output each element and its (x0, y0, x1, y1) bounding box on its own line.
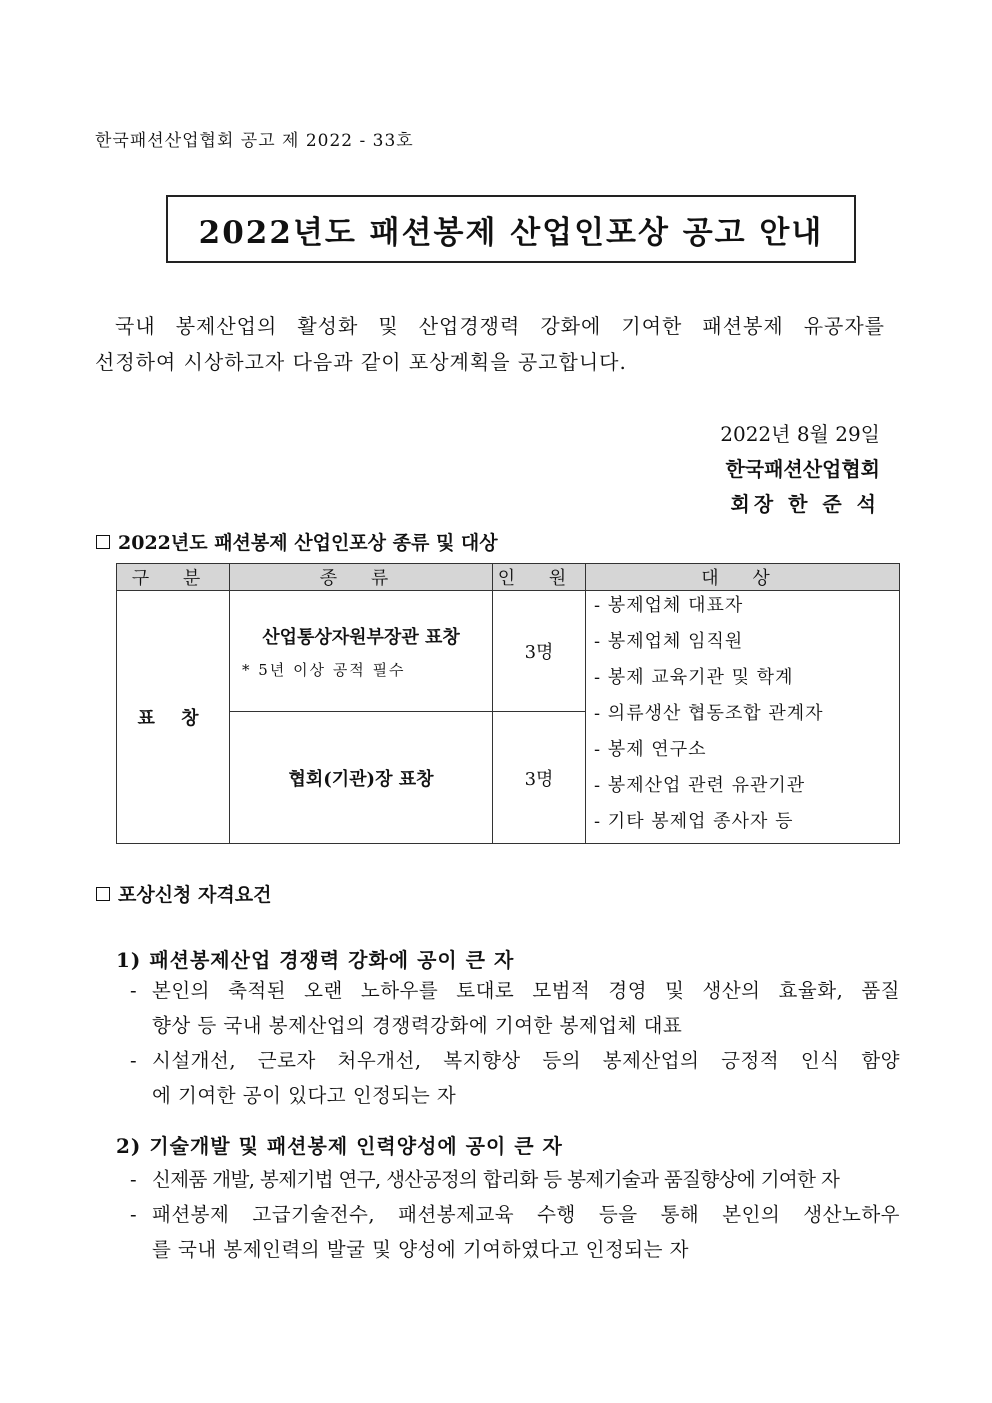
checkbox-square-icon (96, 887, 110, 901)
requirement-item (130, 1197, 900, 1267)
requirement-heading-2: 2) 기술개발 및 패션봉제 인력양성에 공이 큰 자 (116, 1134, 563, 1158)
intro-line-2: 선정하여 시상하고자 다음과 같이 포상계획을 공고합니다. (95, 350, 627, 374)
list-item: - 기타 봉제업 종사자 등 (594, 811, 794, 832)
item-line: 시설개선, 근로자 처우개선, 복지향상 등의 봉제산업의 긍정적 인식 함양 (152, 1049, 900, 1072)
requirement-heading-1: 1) 패션봉제산업 경쟁력 강화에 공이 큰 자 (116, 948, 515, 972)
item-line: 를 국내 봉제인력의 발굴 및 양성에 기여하였다고 인정되는 자 (152, 1238, 690, 1261)
target-list (586, 591, 899, 843)
section-award-types (96, 528, 498, 555)
section-title: 포상신청 자격요건 (118, 884, 272, 906)
dash-bullet: - (130, 979, 138, 1002)
list-item: - 봉제 교육기관 및 학계 (594, 667, 794, 688)
list-item: - 의류생산 협동조합 관계자 (594, 703, 824, 724)
kind-cell (230, 591, 493, 712)
award-note: * 5년 이상 공적 필수 (242, 660, 406, 679)
intro-line-1: 국내 봉제산업의 활성화 및 산업경쟁력 강화에 기여한 패션봉제 유공자를 (115, 314, 885, 338)
header-kind: 종 류 (230, 564, 493, 591)
header-category: 구 분 (117, 564, 230, 591)
title-box (166, 195, 856, 263)
item-line: 에 기여한 공이 있다고 인정되는 자 (152, 1084, 457, 1107)
item-line: 향상 등 국내 봉제산업의 경쟁력강화에 기여한 봉제업체 대표 (152, 1014, 683, 1037)
award-table (116, 563, 900, 844)
checkbox-square-icon (96, 535, 110, 549)
requirement-item (130, 1043, 900, 1113)
dash-bullet: - (130, 1168, 138, 1191)
award-kind: 산업통상자원부장관 표창 (262, 626, 460, 648)
item-line: 패션봉제 고급기술전수, 패션봉제교육 수행 등을 통해 본인의 생산노하우 (152, 1203, 900, 1226)
organization-name: 한국패션산업협회 (725, 457, 880, 481)
president-name: 회장 한 준 석 (730, 492, 880, 516)
category-cell: 표 창 (117, 591, 230, 844)
item-line: 신제품 개발, 봉제기법 연구, 생산공정의 합리화 등 봉제기술과 품질향상에 기여한 자 (152, 1168, 840, 1191)
list-item: - 봉제산업 관련 유관기관 (594, 775, 806, 796)
count-cell: 3명 (493, 591, 586, 712)
list-item: - 봉제업체 대표자 (594, 595, 744, 616)
list-item: - 봉제업체 임직원 (594, 631, 744, 652)
notice-date: 2022년 8월 29일 (720, 422, 880, 446)
notice-number: 한국패션산업협회 공고 제 2022 - 33호 (95, 131, 414, 151)
target-cell (586, 591, 900, 844)
intro-paragraph (95, 308, 885, 380)
section-eligibility (96, 880, 271, 907)
requirement-item (130, 973, 900, 1043)
header-target: 대 상 (586, 564, 900, 591)
item-line: 본인의 축적된 오랜 노하우를 토대로 모범적 경영 및 생산의 효율화, 품질 (152, 979, 900, 1002)
table-row (117, 591, 900, 712)
dash-bullet: - (130, 1203, 138, 1226)
kind-cell (230, 712, 493, 844)
list-item: - 봉제 연구소 (594, 739, 707, 760)
dash-bullet: - (130, 1049, 138, 1072)
table-header-row (117, 564, 900, 591)
header-count: 인 원 (493, 564, 586, 591)
document-title: 2022년도 패션봉제 산업인포상 공고 안내 (198, 214, 824, 251)
section-title: 2022년도 패션봉제 산업인포상 종류 및 대상 (118, 532, 498, 554)
requirement-item (130, 1162, 900, 1197)
count-cell: 3명 (493, 712, 586, 844)
award-kind: 협회(기관)장 표창 (288, 768, 434, 790)
